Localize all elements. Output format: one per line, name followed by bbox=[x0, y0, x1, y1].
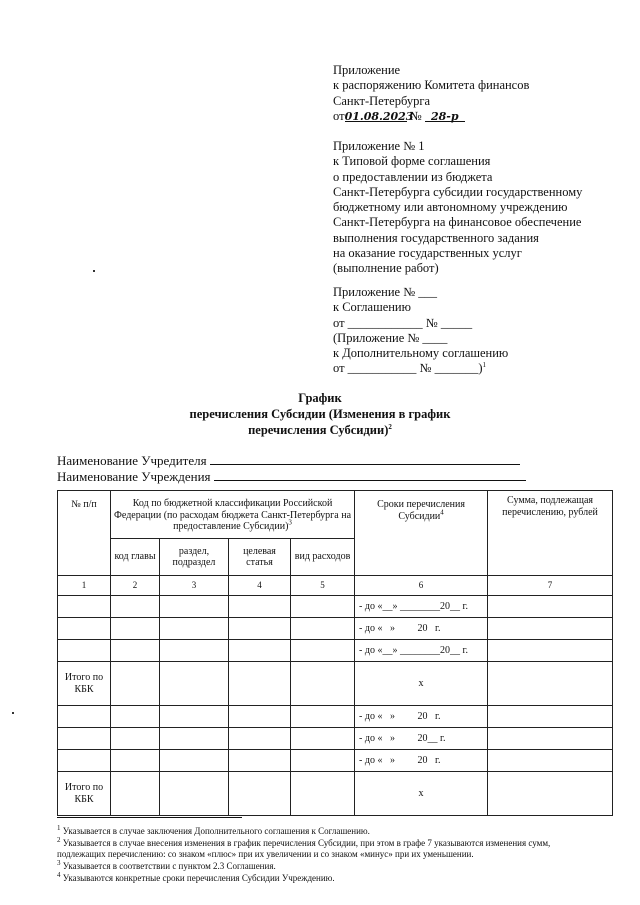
footnote-ref-1: 1 bbox=[482, 361, 487, 370]
footnote-divider bbox=[57, 817, 242, 818]
handwritten-date: 01.08.2023 bbox=[344, 109, 414, 123]
cell[interactable] bbox=[111, 640, 160, 662]
header-terms: Сроки перечисления Субсидии$^4$ bbox=[355, 491, 488, 576]
cell[interactable] bbox=[58, 640, 111, 662]
cell[interactable] bbox=[58, 706, 111, 728]
cell[interactable] bbox=[488, 772, 613, 816]
form-line-3: о предоставлении из бюджета bbox=[333, 169, 493, 184]
col-num-6: 6 bbox=[355, 576, 488, 596]
header-code: Код по бюджетной классификации Российской Федерации (по расходам бюджета Санкт-Петербурга на предоставление Субсидии)$^3$ bbox=[111, 491, 355, 539]
cell[interactable] bbox=[229, 640, 291, 662]
cell[interactable] bbox=[229, 596, 291, 618]
handwritten-number-field bbox=[425, 109, 465, 122]
table-row bbox=[58, 596, 613, 618]
cell[interactable] bbox=[229, 728, 291, 750]
cell[interactable] bbox=[111, 662, 160, 706]
col-num-2: 2 bbox=[111, 576, 160, 596]
appendix-header-agreement bbox=[333, 285, 508, 377]
date-cell: - до « » 20__ г. bbox=[355, 728, 488, 750]
date-cell: - до « » 20 г. bbox=[355, 750, 488, 772]
cell[interactable] bbox=[111, 728, 160, 750]
handwritten-number: 28-р bbox=[430, 109, 459, 123]
date-cell: - до « » 20 г. bbox=[355, 706, 488, 728]
cell[interactable] bbox=[229, 662, 291, 706]
institution-field[interactable] bbox=[214, 468, 526, 481]
cell[interactable] bbox=[229, 618, 291, 640]
cell[interactable] bbox=[291, 728, 355, 750]
footnote-item: $^1$ Указывается в случае заключения Дополнительного соглашения к Соглашению. bbox=[57, 824, 370, 836]
col-num-7: 7 bbox=[488, 576, 613, 596]
order-reference: к распоряжению Комитета финансов bbox=[333, 78, 530, 93]
additional-date-line: от ___________ № _______)$^1$ bbox=[333, 361, 487, 376]
cell[interactable] bbox=[488, 618, 613, 640]
cell[interactable] bbox=[160, 706, 229, 728]
cell[interactable] bbox=[488, 750, 613, 772]
additional-agreement-line: к Дополнительному соглашению bbox=[333, 346, 509, 361]
subheader-type: вид расходов bbox=[291, 539, 355, 576]
column-number-row bbox=[58, 576, 613, 596]
institution-label: Наименование Учреждения bbox=[57, 469, 211, 484]
form-line-6: Санкт-Петербурга на финансовое обеспечение bbox=[333, 215, 582, 230]
form-line-4: Санкт-Петербурга субсидии государственному bbox=[333, 184, 583, 199]
agreement-ref-line: к Соглашению bbox=[333, 300, 411, 315]
cell[interactable] bbox=[291, 618, 355, 640]
total-label: Итого по КБК bbox=[58, 772, 111, 816]
x-mark: x bbox=[355, 772, 488, 816]
cell[interactable] bbox=[291, 706, 355, 728]
header-num: № п/п bbox=[58, 491, 111, 576]
from-label: от bbox=[333, 108, 345, 123]
cell[interactable] bbox=[58, 596, 111, 618]
form-line-7: выполнения государственного задания bbox=[333, 230, 539, 245]
cell[interactable] bbox=[160, 772, 229, 816]
number-label: № bbox=[409, 108, 422, 123]
table-row bbox=[58, 618, 613, 640]
form-line-5: бюджетному или автономному учреждению bbox=[333, 200, 568, 215]
cell[interactable] bbox=[111, 596, 160, 618]
cell[interactable] bbox=[111, 618, 160, 640]
agreement-appendix-line: Приложение № ___ bbox=[333, 285, 438, 299]
col-num-1: 1 bbox=[58, 576, 111, 596]
document-title bbox=[0, 390, 640, 438]
cell[interactable] bbox=[488, 596, 613, 618]
appendix-header-form bbox=[333, 139, 582, 277]
cell[interactable] bbox=[111, 706, 160, 728]
title-line-3: перечисления Субсидии)$^2$ bbox=[248, 422, 392, 437]
total-label: Итого по КБК bbox=[58, 662, 111, 706]
cell[interactable] bbox=[488, 728, 613, 750]
date-cell: - до «__» ________20__ г. bbox=[355, 596, 488, 618]
cell[interactable] bbox=[160, 728, 229, 750]
total-row bbox=[58, 772, 613, 816]
header-row bbox=[58, 491, 613, 539]
cell[interactable] bbox=[160, 618, 229, 640]
form-line-2: к Типовой форме соглашения bbox=[333, 154, 491, 169]
subheader-section: раздел, подраздел bbox=[160, 539, 229, 576]
table-row bbox=[58, 640, 613, 662]
appendix-header-order bbox=[333, 63, 529, 124]
cell[interactable] bbox=[488, 662, 613, 706]
footnote-ref-2: 2 bbox=[388, 422, 392, 431]
cell[interactable] bbox=[291, 596, 355, 618]
additional-appendix-line: (Приложение № ____ bbox=[333, 330, 448, 345]
date-cell: - до « » 20 г. bbox=[355, 618, 488, 640]
handwritten-date-field bbox=[344, 109, 414, 123]
x-mark: x bbox=[355, 662, 488, 706]
cell[interactable] bbox=[160, 640, 229, 662]
cell[interactable] bbox=[229, 772, 291, 816]
cell[interactable] bbox=[291, 750, 355, 772]
form-line-9: (выполнение работ) bbox=[333, 261, 439, 276]
footnote-ref-3: 3 bbox=[288, 518, 292, 527]
total-row bbox=[58, 662, 613, 706]
footnote-item: подлежащих перечислению: со знаком «плюс» при их увеличении и со знаком «минус» при их уменьшении. bbox=[57, 849, 474, 860]
table-row bbox=[58, 706, 613, 728]
cell[interactable] bbox=[229, 706, 291, 728]
footnote-item: $^2$ Указывается в случае внесения изменения в график перечисления Субсидии, при этом в графе 7 указываются изменения сумм, bbox=[57, 835, 551, 848]
founder-label: Наименование Учредителя bbox=[57, 453, 207, 468]
table-row bbox=[58, 750, 613, 772]
founder-field[interactable] bbox=[210, 452, 520, 465]
cell[interactable] bbox=[291, 772, 355, 816]
cell[interactable] bbox=[291, 640, 355, 662]
header-sum: Сумма, подлежащая перечислению, рублей bbox=[488, 491, 613, 576]
cell[interactable] bbox=[160, 596, 229, 618]
cell[interactable] bbox=[291, 662, 355, 706]
cell[interactable] bbox=[58, 728, 111, 750]
subheader-article: целевая статья bbox=[229, 539, 291, 576]
agreement-date-line: от ____________ № _____ bbox=[333, 315, 473, 330]
scan-speck bbox=[12, 712, 14, 714]
col-num-3: 3 bbox=[160, 576, 229, 596]
date-cell: - до «__» ________20__ г. bbox=[355, 640, 488, 662]
transfer-schedule-table bbox=[57, 490, 613, 816]
cell[interactable] bbox=[111, 772, 160, 816]
founder-line bbox=[57, 452, 526, 468]
names-block bbox=[57, 452, 526, 484]
col-num-4: 4 bbox=[229, 576, 291, 596]
footnote-item: $^4$ Указываются конкретные сроки перечисления Субсидии Учреждению. bbox=[57, 870, 335, 883]
cell[interactable] bbox=[58, 750, 111, 772]
footnote-ref-4: 4 bbox=[440, 508, 444, 517]
cell[interactable] bbox=[160, 662, 229, 706]
cell[interactable] bbox=[488, 706, 613, 728]
appendix-label: Приложение bbox=[333, 63, 401, 77]
footnote-item: $^3$ Указывается в соответствии с пунктом 2.3 Соглашения. bbox=[57, 859, 276, 872]
col-num-5: 5 bbox=[291, 576, 355, 596]
cell[interactable] bbox=[58, 618, 111, 640]
title-line-1: График bbox=[298, 391, 342, 405]
city-name: Санкт-Петербурга bbox=[333, 93, 431, 108]
scan-speck bbox=[93, 270, 95, 272]
cell[interactable] bbox=[160, 750, 229, 772]
form-line-1: Приложение № 1 bbox=[333, 139, 425, 153]
cell[interactable] bbox=[111, 750, 160, 772]
table-row bbox=[58, 728, 613, 750]
cell[interactable] bbox=[488, 640, 613, 662]
cell[interactable] bbox=[229, 750, 291, 772]
footnotes bbox=[57, 826, 617, 885]
order-date-number-line bbox=[333, 109, 529, 124]
title-line-2: перечисления Субсидии (Изменения в график bbox=[189, 407, 451, 421]
subheader-chapter: код главы bbox=[111, 539, 160, 576]
form-line-8: на оказание государственных услуг bbox=[333, 246, 522, 261]
institution-line bbox=[57, 468, 526, 484]
